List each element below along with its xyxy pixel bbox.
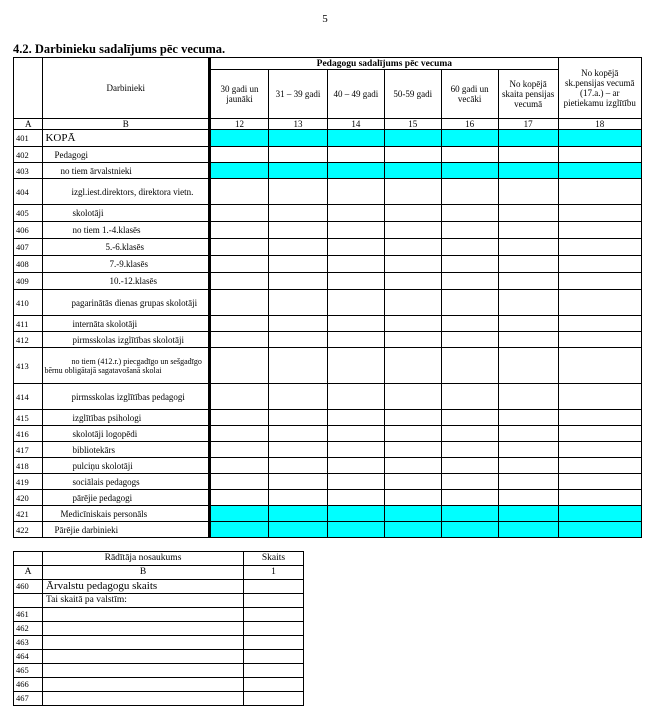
row-code: 413	[14, 348, 43, 384]
data-cell[interactable]	[269, 410, 328, 426]
row-label	[43, 692, 244, 706]
data-cell[interactable]	[558, 163, 641, 179]
data-cell[interactable]	[210, 273, 269, 290]
data-cell[interactable]	[558, 273, 641, 290]
data-cell[interactable]	[441, 458, 498, 474]
data-cell[interactable]	[558, 348, 641, 384]
data-cell[interactable]	[269, 147, 328, 163]
data-cell[interactable]	[558, 147, 641, 163]
data-cell[interactable]	[327, 273, 384, 290]
data-cell[interactable]	[210, 179, 269, 205]
data-cell[interactable]	[269, 256, 328, 273]
table-row	[14, 290, 642, 316]
data-cell[interactable]	[327, 147, 384, 163]
data-cell[interactable]	[210, 290, 269, 316]
data-cell[interactable]	[441, 256, 498, 273]
row-code: 411	[14, 316, 43, 332]
data-cell[interactable]	[210, 442, 269, 458]
column-letter-a: A	[14, 566, 43, 580]
data-cell[interactable]	[558, 474, 641, 490]
data-cell[interactable]	[498, 316, 558, 332]
data-cell[interactable]	[327, 179, 384, 205]
row-code: 462	[14, 622, 43, 636]
count-cell[interactable]	[244, 650, 304, 664]
data-cell[interactable]	[558, 179, 641, 205]
row-label: skolotāji	[43, 205, 210, 222]
data-cell[interactable]	[384, 348, 441, 384]
data-cell[interactable]	[498, 410, 558, 426]
age-col-header-17: No kopējā skaita pensijas vecumā	[498, 70, 558, 119]
data-cell[interactable]	[210, 163, 269, 179]
data-cell[interactable]	[558, 130, 641, 147]
row-code: 417	[14, 442, 43, 458]
data-cell[interactable]	[327, 163, 384, 179]
data-cell[interactable]	[441, 163, 498, 179]
data-cell[interactable]	[327, 442, 384, 458]
data-cell[interactable]	[210, 332, 269, 348]
data-cell[interactable]	[269, 316, 328, 332]
data-cell[interactable]	[498, 239, 558, 256]
row-code	[14, 594, 43, 608]
data-cell[interactable]	[558, 490, 641, 506]
data-cell[interactable]	[269, 130, 328, 147]
section-title: 4.2. Darbinieku sadalījums pēc vecuma.	[13, 42, 226, 56]
data-cell[interactable]	[558, 205, 641, 222]
row-code: 421	[14, 506, 43, 522]
age-col-header-15: 50-59 gadi	[384, 70, 441, 119]
table-row	[14, 256, 642, 273]
data-cell[interactable]	[210, 316, 269, 332]
row-code: 405	[14, 205, 43, 222]
data-cell[interactable]	[498, 348, 558, 384]
data-cell[interactable]	[441, 410, 498, 426]
row-label: 10.-12.klasēs	[43, 273, 210, 290]
data-cell[interactable]	[210, 410, 269, 426]
table-row	[14, 622, 304, 636]
column-number-row	[14, 119, 642, 130]
table-row	[14, 147, 642, 163]
row-code: 401	[14, 130, 43, 147]
row-label: no tiem (412.r.) piecgadīgo un sešgadīgo bērnu obligātajā sagatavošanā skolai	[43, 348, 210, 384]
row-label: skolotāji logopēdi	[43, 426, 210, 442]
data-cell[interactable]	[441, 239, 498, 256]
data-cell[interactable]	[210, 348, 269, 384]
table-row	[14, 594, 304, 608]
row-label: pulciņu skolotāji	[43, 458, 210, 474]
data-cell[interactable]	[558, 410, 641, 426]
data-cell[interactable]	[441, 348, 498, 384]
row-label: pirmsskolas izglītības pedagogi	[43, 384, 210, 410]
data-cell[interactable]	[269, 522, 328, 538]
row-label: Medicīniskais personāls	[43, 506, 210, 522]
data-cell[interactable]	[441, 147, 498, 163]
table-row	[14, 608, 304, 622]
data-cell[interactable]	[498, 273, 558, 290]
row-label	[43, 678, 244, 692]
row-code: 409	[14, 273, 43, 290]
data-cell[interactable]	[498, 290, 558, 316]
data-cell[interactable]	[384, 458, 441, 474]
row-code: 416	[14, 426, 43, 442]
data-cell[interactable]	[384, 163, 441, 179]
count-cell[interactable]	[244, 622, 304, 636]
data-cell[interactable]	[384, 273, 441, 290]
age-col-header-13: 31 – 39 gadi	[269, 70, 328, 119]
data-cell[interactable]	[210, 147, 269, 163]
data-cell[interactable]	[327, 205, 384, 222]
data-cell[interactable]	[441, 130, 498, 147]
row-label: Pārējie darbinieki	[43, 522, 210, 538]
data-cell[interactable]	[327, 474, 384, 490]
data-cell[interactable]	[269, 458, 328, 474]
age-distribution-table	[13, 57, 642, 538]
row-label: Pedagogi	[43, 147, 210, 163]
data-cell[interactable]	[441, 522, 498, 538]
data-cell[interactable]	[210, 239, 269, 256]
table-row	[14, 442, 642, 458]
indicator-name-header: Rādītāja nosaukums	[43, 552, 244, 566]
data-cell[interactable]	[327, 506, 384, 522]
table-row	[14, 163, 642, 179]
row-label: pārējie pedagogi	[43, 490, 210, 506]
data-cell[interactable]	[269, 426, 328, 442]
data-cell[interactable]	[384, 442, 441, 458]
row-label	[43, 664, 244, 678]
data-cell[interactable]	[498, 384, 558, 410]
row-code: 414	[14, 384, 43, 410]
data-cell[interactable]	[210, 384, 269, 410]
data-cell[interactable]	[441, 273, 498, 290]
data-cell[interactable]	[210, 130, 269, 147]
data-cell[interactable]	[558, 290, 641, 316]
data-cell[interactable]	[558, 332, 641, 348]
data-cell[interactable]	[441, 490, 498, 506]
data-cell[interactable]	[498, 130, 558, 147]
count-cell[interactable]	[244, 678, 304, 692]
data-cell[interactable]	[384, 506, 441, 522]
row-label	[43, 636, 244, 650]
data-cell[interactable]	[441, 442, 498, 458]
data-cell[interactable]	[210, 205, 269, 222]
row-label: izgl.iest.direktors, direktora vietn.	[43, 179, 210, 205]
data-cell[interactable]	[210, 506, 269, 522]
age-col-header-16: 60 gadi un vecāki	[441, 70, 498, 119]
data-cell[interactable]	[441, 426, 498, 442]
age-col-header-14: 40 – 49 gadi	[327, 70, 384, 119]
data-cell[interactable]	[269, 490, 328, 506]
row-code: 461	[14, 608, 43, 622]
row-code: 460	[14, 580, 43, 594]
data-cell[interactable]	[558, 222, 641, 239]
data-cell[interactable]	[384, 205, 441, 222]
data-cell[interactable]	[327, 130, 384, 147]
row-label: bibliotekārs	[43, 442, 210, 458]
data-cell[interactable]	[384, 130, 441, 147]
column-number: 17	[498, 119, 558, 130]
row-label	[43, 608, 244, 622]
data-cell[interactable]	[327, 410, 384, 426]
teachers-group-header: Pedagogu sadalījums pēc vecuma	[210, 58, 558, 70]
bottom-corner-cell	[14, 552, 43, 566]
column-letter-b: B	[43, 119, 210, 130]
table-row	[14, 664, 304, 678]
data-cell[interactable]	[498, 474, 558, 490]
data-cell[interactable]	[384, 474, 441, 490]
data-cell[interactable]	[441, 290, 498, 316]
table-row	[14, 130, 642, 147]
data-cell[interactable]	[327, 316, 384, 332]
column-letter-b: B	[43, 566, 244, 580]
row-label: 7.-9.klasēs	[43, 256, 210, 273]
data-cell[interactable]	[498, 458, 558, 474]
bottom-header-row	[14, 552, 304, 566]
data-cell[interactable]	[210, 426, 269, 442]
row-code: 404	[14, 179, 43, 205]
row-code: 419	[14, 474, 43, 490]
row-code: 463	[14, 636, 43, 650]
data-cell[interactable]	[441, 205, 498, 222]
data-cell[interactable]	[210, 256, 269, 273]
table-row	[14, 580, 304, 594]
row-code: 406	[14, 222, 43, 239]
data-cell[interactable]	[384, 316, 441, 332]
row-label: KOPĀ	[43, 130, 210, 147]
row-code: 402	[14, 147, 43, 163]
table-row	[14, 316, 642, 332]
row-label: no tiem 1.-4.klasēs	[43, 222, 210, 239]
data-cell[interactable]	[327, 239, 384, 256]
table-row	[14, 332, 642, 348]
table-row	[14, 522, 642, 538]
data-cell[interactable]	[441, 179, 498, 205]
data-cell[interactable]	[327, 332, 384, 348]
data-cell[interactable]	[498, 426, 558, 442]
data-cell[interactable]	[441, 474, 498, 490]
data-cell[interactable]	[269, 506, 328, 522]
data-cell[interactable]	[441, 384, 498, 410]
table-row	[14, 506, 642, 522]
data-cell[interactable]	[441, 316, 498, 332]
column-letter-a: A	[14, 119, 43, 130]
age-col-header-18: No kopējā sk.pensijas vecumā (17.a.) – ar pietiekamu izglītību	[558, 58, 641, 119]
table-row	[14, 426, 642, 442]
column-number: 15	[384, 119, 441, 130]
page-number: 5	[322, 13, 328, 25]
corner-cell	[14, 58, 43, 119]
data-cell[interactable]	[269, 222, 328, 239]
header-row-top	[14, 58, 642, 70]
row-label: internāta skolotāji	[43, 316, 210, 332]
data-cell[interactable]	[384, 147, 441, 163]
data-cell[interactable]	[498, 147, 558, 163]
row-label: 5.-6.klasēs	[43, 239, 210, 256]
data-cell[interactable]	[327, 490, 384, 506]
data-cell[interactable]	[384, 490, 441, 506]
row-label: Ārvalstu pedagogu skaits	[43, 580, 244, 594]
data-cell[interactable]	[498, 490, 558, 506]
row-code: 418	[14, 458, 43, 474]
table-row	[14, 636, 304, 650]
row-code: 412	[14, 332, 43, 348]
row-label: pirmsskolas izglītības skolotāji	[43, 332, 210, 348]
data-cell[interactable]	[327, 426, 384, 442]
data-cell[interactable]	[327, 522, 384, 538]
data-cell[interactable]	[384, 179, 441, 205]
data-cell[interactable]	[498, 506, 558, 522]
column-number: 14	[327, 119, 384, 130]
row-code: 410	[14, 290, 43, 316]
row-code: 415	[14, 410, 43, 426]
data-cell[interactable]	[384, 332, 441, 348]
data-cell[interactable]	[498, 179, 558, 205]
data-cell[interactable]	[269, 290, 328, 316]
row-code: 422	[14, 522, 43, 538]
table-row	[14, 474, 642, 490]
column-number: 18	[558, 119, 641, 130]
row-code: 403	[14, 163, 43, 179]
data-cell[interactable]	[498, 222, 558, 239]
data-cell[interactable]	[269, 442, 328, 458]
table-row	[14, 179, 642, 205]
table-row	[14, 678, 304, 692]
count-header: Skaits	[244, 552, 304, 566]
data-cell[interactable]	[327, 290, 384, 316]
table-row	[14, 222, 642, 239]
data-cell[interactable]	[558, 239, 641, 256]
count-cell[interactable]	[244, 636, 304, 650]
data-cell[interactable]	[498, 442, 558, 458]
row-code: 407	[14, 239, 43, 256]
data-cell[interactable]	[327, 256, 384, 273]
bottom-column-number-row	[14, 566, 304, 580]
data-cell[interactable]	[269, 474, 328, 490]
data-cell[interactable]	[384, 410, 441, 426]
data-cell[interactable]	[384, 290, 441, 316]
table-row	[14, 650, 304, 664]
data-cell[interactable]	[498, 332, 558, 348]
row-code: 466	[14, 678, 43, 692]
data-cell[interactable]	[498, 163, 558, 179]
data-cell[interactable]	[269, 205, 328, 222]
data-cell[interactable]	[269, 163, 328, 179]
data-cell[interactable]	[384, 256, 441, 273]
data-cell[interactable]	[269, 179, 328, 205]
data-cell[interactable]	[210, 222, 269, 239]
data-cell[interactable]	[384, 239, 441, 256]
row-code: 420	[14, 490, 43, 506]
count-cell[interactable]	[244, 664, 304, 678]
foreign-teachers-table	[13, 551, 304, 706]
data-cell[interactable]	[327, 458, 384, 474]
data-cell[interactable]	[210, 474, 269, 490]
table-row	[14, 384, 642, 410]
count-cell[interactable]	[244, 580, 304, 594]
data-cell[interactable]	[558, 256, 641, 273]
data-cell[interactable]	[269, 239, 328, 256]
row-code: 465	[14, 664, 43, 678]
data-cell[interactable]	[384, 426, 441, 442]
count-cell[interactable]	[244, 608, 304, 622]
row-label: pagarinātās dienas grupas skolotāji	[43, 290, 210, 316]
row-code: 467	[14, 692, 43, 706]
data-cell[interactable]	[558, 442, 641, 458]
data-cell[interactable]	[498, 522, 558, 538]
data-cell[interactable]	[558, 458, 641, 474]
row-label	[43, 622, 244, 636]
table-row	[14, 348, 642, 384]
data-cell[interactable]	[558, 426, 641, 442]
row-code: 464	[14, 650, 43, 664]
table-row	[14, 410, 642, 426]
data-cell[interactable]	[210, 458, 269, 474]
row-label: Tai skaitā pa valstīm:	[43, 594, 244, 608]
data-cell[interactable]	[384, 522, 441, 538]
data-cell[interactable]	[210, 522, 269, 538]
table-row	[14, 273, 642, 290]
data-cell[interactable]	[269, 332, 328, 348]
data-cell[interactable]	[327, 384, 384, 410]
table-row	[14, 490, 642, 506]
table-row	[14, 239, 642, 256]
data-cell[interactable]	[327, 348, 384, 384]
data-cell[interactable]	[558, 316, 641, 332]
table-row	[14, 458, 642, 474]
data-cell[interactable]	[269, 273, 328, 290]
data-cell[interactable]	[441, 222, 498, 239]
data-cell[interactable]	[210, 490, 269, 506]
row-label: sociālais pedagogs	[43, 474, 210, 490]
data-cell[interactable]	[269, 348, 328, 384]
row-label	[43, 650, 244, 664]
data-cell[interactable]	[558, 506, 641, 522]
row-code: 408	[14, 256, 43, 273]
data-cell[interactable]	[384, 384, 441, 410]
column-number: 13	[269, 119, 328, 130]
count-cell[interactable]	[244, 594, 304, 608]
data-cell[interactable]	[498, 256, 558, 273]
column-number: 16	[441, 119, 498, 130]
data-cell[interactable]	[441, 332, 498, 348]
count-cell[interactable]	[244, 692, 304, 706]
data-cell[interactable]	[269, 384, 328, 410]
table-row	[14, 205, 642, 222]
data-cell[interactable]	[327, 222, 384, 239]
data-cell[interactable]	[498, 205, 558, 222]
table-row	[14, 692, 304, 706]
data-cell[interactable]	[558, 384, 641, 410]
row-label: izglītības psihologi	[43, 410, 210, 426]
column-number: 12	[210, 119, 269, 130]
data-cell[interactable]	[558, 522, 641, 538]
employees-header: Darbinieki	[43, 58, 210, 119]
data-cell[interactable]	[441, 506, 498, 522]
data-cell[interactable]	[384, 222, 441, 239]
age-col-header-12: 30 gadi un jaunāki	[210, 70, 269, 119]
row-label: no tiem ārvalstnieki	[43, 163, 210, 179]
column-number: 1	[244, 566, 304, 580]
